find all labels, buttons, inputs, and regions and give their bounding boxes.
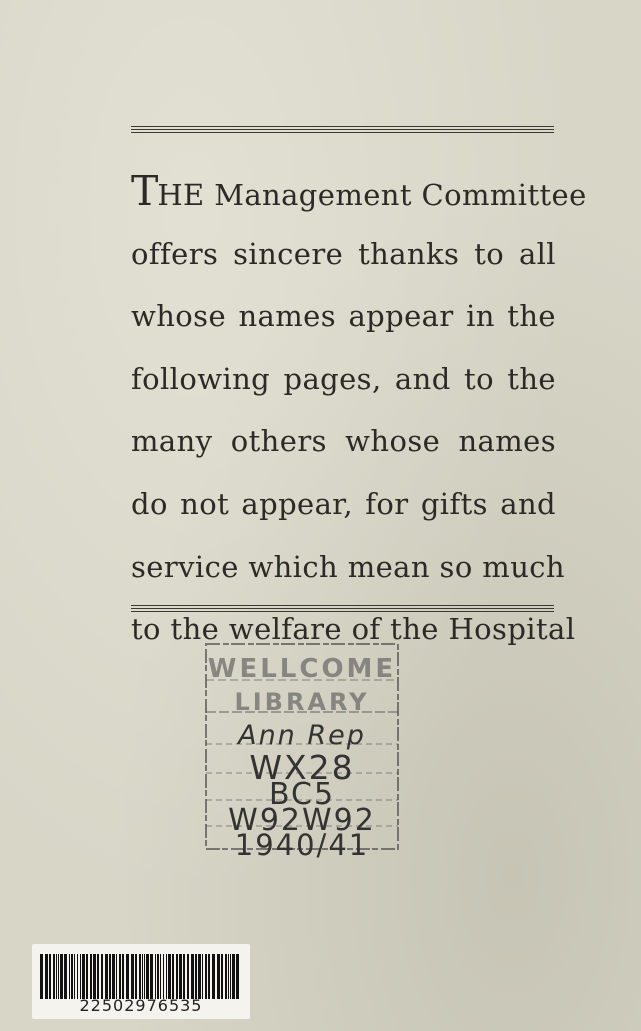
- text-line-1: [131, 160, 587, 223]
- text-line-4: following pages, and to the: [131, 361, 556, 396]
- drop-cap: T: [131, 167, 158, 215]
- handwritten-line-5: 1940/41: [234, 828, 370, 862]
- top-rule: [131, 126, 554, 135]
- text-line-6: do not appear, for gifts and: [131, 486, 556, 521]
- first-line-rest: HE Management Committee: [157, 178, 587, 212]
- handwritten-line-2: WX28: [249, 748, 355, 787]
- library-stamp: [200, 640, 404, 862]
- barcode-number: 22502976535: [79, 996, 203, 1015]
- text-line-2: offers sincere thanks to all: [131, 236, 556, 271]
- text-line-8: to the welfare of the Hospital: [131, 612, 576, 647]
- handwritten-line-4: W92W92: [228, 803, 376, 838]
- stamp-title: WELLCOME: [207, 654, 397, 684]
- stamp-subtitle: LIBRARY: [234, 688, 370, 716]
- handwritten-line-3: BC5: [268, 777, 336, 812]
- acknowledgement-text: [131, 160, 587, 661]
- bottom-rule: [131, 605, 554, 614]
- text-line-5: many others whose names: [131, 424, 556, 459]
- barcode-label: [32, 944, 250, 1019]
- text-line-7: service which mean so much: [131, 549, 566, 584]
- text-line-3: whose names appear in the: [131, 299, 556, 334]
- handwritten-line-1: Ann Rep: [238, 720, 366, 751]
- barcode-bars: [40, 954, 242, 999]
